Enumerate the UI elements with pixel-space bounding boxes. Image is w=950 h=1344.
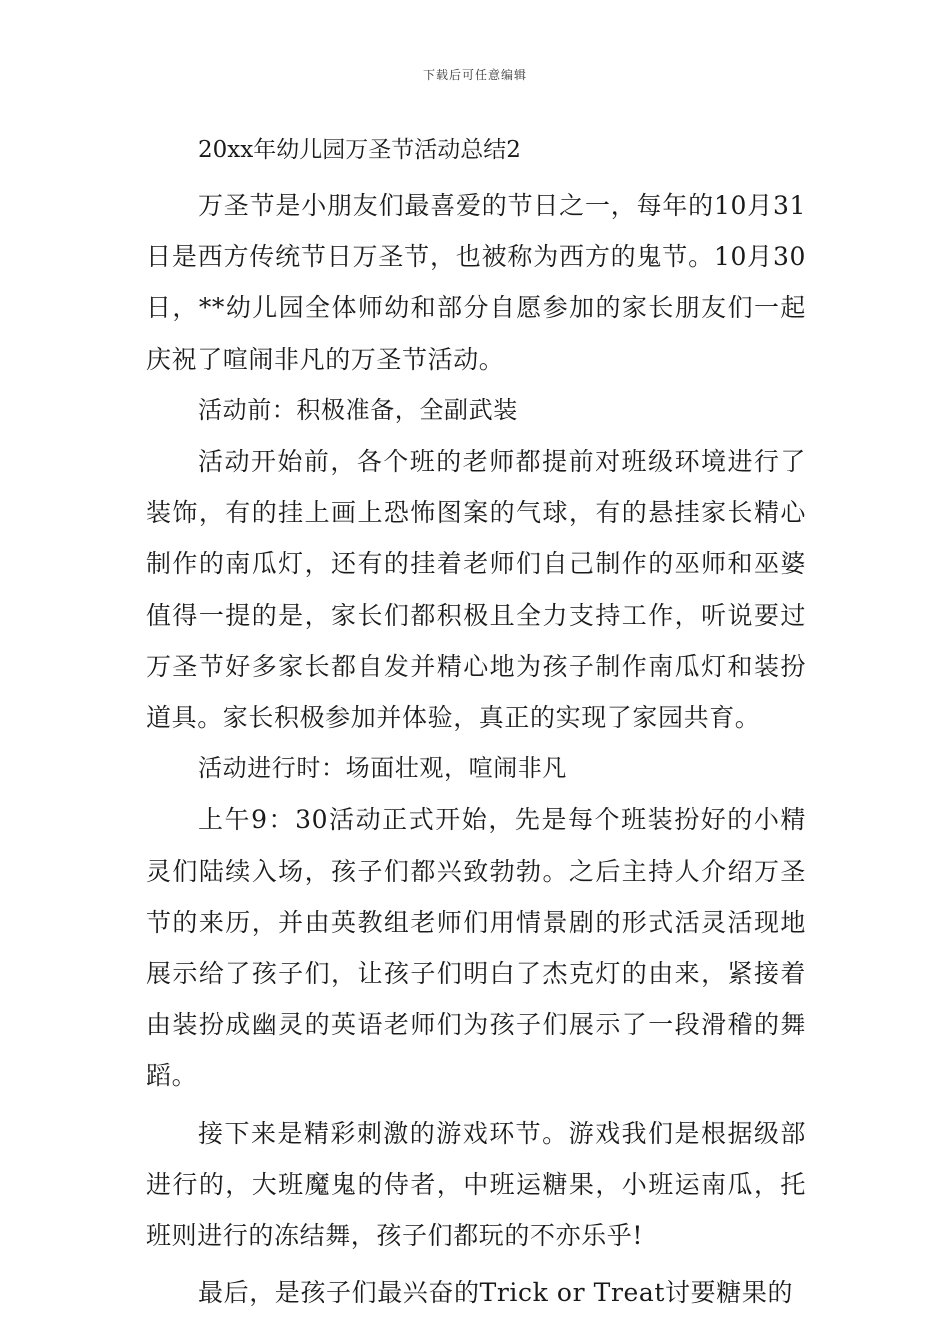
paragraph-finale: 最后，是孩子们最兴奋的Trick or Treat讨要糖果的 xyxy=(198,1278,794,1308)
paragraph-games: 接下来是精彩刺激的游戏环节。游戏我们是根据级部进行的，大班魔鬼的侍者，中班运糖果，小班运南瓜，托班则进行的冻结舞，孩子们都玩的不亦乐乎! xyxy=(146,1118,806,1251)
section-heading-before: 活动前：积极准备，全副武装 xyxy=(198,395,518,424)
section-heading-during: 活动进行时：场面壮观，喧闹非凡 xyxy=(198,754,567,783)
header-note: 下载后可任意编辑 xyxy=(422,68,527,82)
paragraph-intro: 万圣节是小朋友们最喜爱的节日之一，每年的10月31日是西方传统节日万圣节，也被称为西方的鬼节。10月30日，**幼儿园全体师幼和部分自愿参加的家长朋友们一起庆祝了喧闹非凡的万圣节活动。 xyxy=(146,191,806,374)
paragraph-preparation: 活动开始前，各个班的老师都提前对班级环境进行了装饰，有的挂上画上恐怖图案的气球，有的悬挂家长精心制作的南瓜灯，还有的挂着老师们自己制作的巫师和巫婆值得一提的是，家长们都积极且全力支持工作，听说要过万圣节好多家长都自发并精心地为孩子制作南瓜灯和装扮道具。家长积极参加并体验，真正的实现了家园共育。 xyxy=(146,447,806,733)
document-title: 20xx年幼儿园万圣节活动总结2 xyxy=(198,137,521,163)
document-body xyxy=(146,128,806,1318)
paragraph-opening: 上午9：30活动正式开始，先是每个班装扮好的小精灵们陆续入场，孩子们都兴致勃勃。之后主持人介绍万圣节的来历，并由英教组老师们用情景剧的形式活灵活现地展示给了孩子们，让孩子们明白了杰克灯的由来，紧接着由装扮成幽灵的英语老师们为孩子们展示了一段滑稽的舞蹈。 xyxy=(146,805,806,1091)
